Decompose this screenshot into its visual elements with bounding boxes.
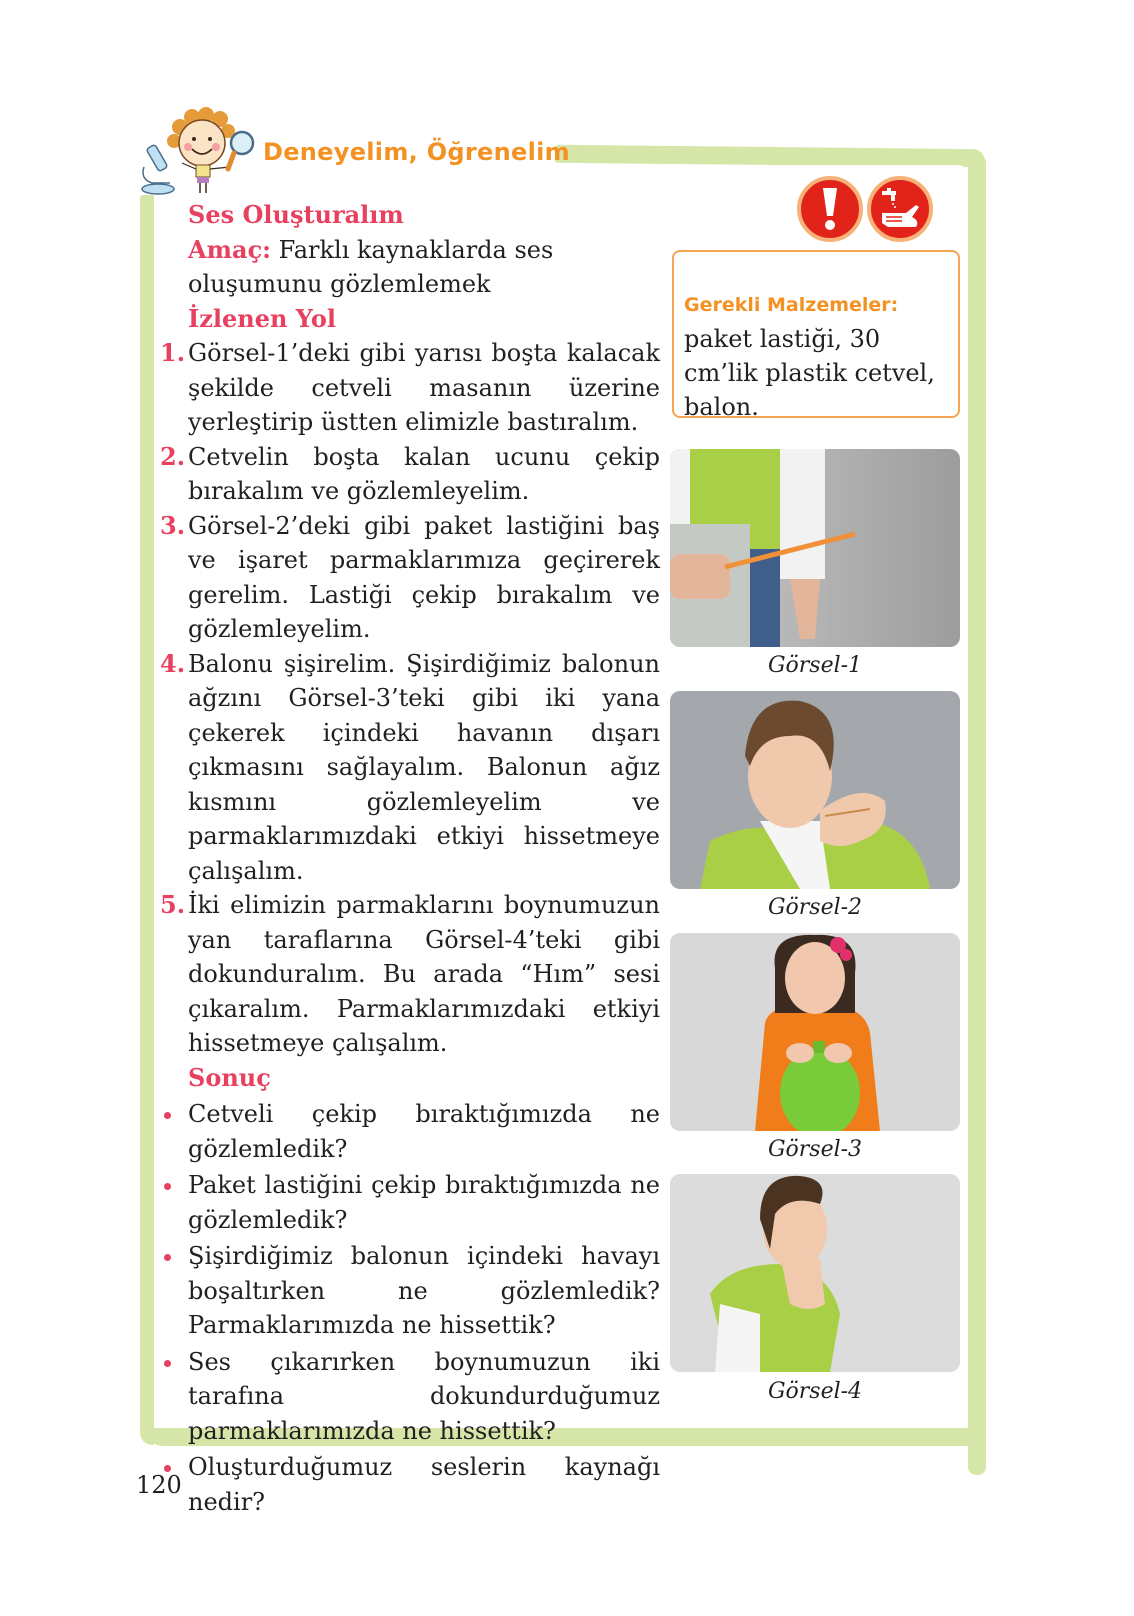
activity-title: Ses Oluşturalım bbox=[188, 200, 404, 229]
activity-content bbox=[160, 198, 660, 1519]
aim-label: Amaç: bbox=[188, 234, 272, 264]
step-number: 2. bbox=[160, 441, 186, 471]
aim-text: Farklı kaynaklarda ses oluşumunu gözlemlemek bbox=[188, 235, 554, 298]
section-title: Deneyelim, Öğrenelim bbox=[263, 138, 570, 166]
figure-2-photo bbox=[670, 691, 960, 889]
procedure-title: İzlenen Yol bbox=[188, 303, 336, 333]
procedure-step bbox=[160, 647, 660, 889]
question-text: Oluşturduğumuz seslerin kaynağı nedir? bbox=[188, 1453, 660, 1516]
step-text: Balonu şişirelim. Şişirdiğimiz balonun ağzını Görsel-3’teki gibi iki yana çekerek içindeki havanın dışarı çıkmasını sağlayalım. Balonun ağız kısmını gözlemleyelim ve parmaklarımızdaki etkiyi hissetmeye çalışalım. bbox=[188, 649, 660, 885]
question-text: Ses çıkarırken boynumuzun iki tarafına dokundurduğumuz parmaklarımızda ne hissettik? bbox=[188, 1347, 660, 1445]
question-item bbox=[160, 1097, 660, 1166]
step-number: 4. bbox=[160, 648, 186, 678]
result-title: Sonuç bbox=[188, 1062, 271, 1092]
step-number: 1. bbox=[160, 338, 186, 367]
bullet-icon bbox=[164, 1112, 171, 1119]
materials-text: paket lastiği, 30 cm’lik plastik cetvel, balon. bbox=[684, 325, 935, 421]
frame-right-border bbox=[968, 155, 986, 1475]
question-text: Paket lastiğini çekip bıraktığımızda ne gözlemledik? bbox=[188, 1171, 660, 1234]
frame-left-border bbox=[140, 195, 154, 1445]
aim-paragraph bbox=[160, 233, 660, 302]
bullet-icon bbox=[164, 1254, 171, 1261]
question-text: Cetveli çekip bıraktığımızda ne gözlemledik? bbox=[188, 1100, 660, 1163]
caution-icon bbox=[797, 176, 863, 242]
question-item bbox=[160, 1345, 660, 1449]
step-number: 3. bbox=[160, 510, 186, 540]
bullet-icon bbox=[164, 1360, 171, 1367]
safety-icons bbox=[797, 176, 933, 242]
figure-4-caption: Görsel-4 bbox=[767, 1379, 863, 1404]
step-text: Cetvelin boşta kalan ucunu çekip bırakalım ve gözlemleyelim. bbox=[188, 442, 660, 505]
figure-1-caption: Görsel-1 bbox=[767, 653, 863, 678]
procedure-step bbox=[160, 440, 660, 509]
procedure-step bbox=[160, 336, 660, 440]
mascot-icon bbox=[130, 107, 265, 197]
step-text: Görsel-2’deki gibi paket lastiğini baş ve işaret parmaklarımıza geçirerek gerelim. Lastiği çekip bırakalım ve gözlemleyelim. bbox=[188, 511, 660, 643]
figure-3-caption: Görsel-3 bbox=[767, 1137, 863, 1162]
step-text: İki elimizin parmaklarını boynumuzun yan taraflarına Görsel-4’teki gibi dokunduralım. Bu arada “Hım” sesi çıkaralım. Parmaklarımızdaki etkiyi hissetmeye çalışalım. bbox=[188, 891, 660, 1057]
question-item bbox=[160, 1239, 660, 1343]
procedure-step bbox=[160, 888, 660, 1061]
wash-hands-icon bbox=[867, 176, 933, 242]
bullet-icon bbox=[164, 1183, 171, 1190]
question-item bbox=[160, 1168, 660, 1237]
figure-1-photo bbox=[670, 449, 960, 647]
question-text: Şişirdiğimiz balonun içindeki havayı boşaltırken ne gözlemledik? Parmaklarımızda ne hissettik? bbox=[188, 1242, 660, 1339]
step-number: 5. bbox=[160, 890, 186, 919]
page-number: 120 bbox=[136, 1471, 182, 1499]
figure-2-caption: Görsel-2 bbox=[767, 895, 863, 920]
materials-label: Gerekli Malzemeler: bbox=[684, 294, 899, 316]
section-header bbox=[125, 102, 575, 197]
figure-3-photo bbox=[670, 933, 960, 1131]
frame-top-border bbox=[555, 145, 985, 168]
step-text: Görsel-1’deki gibi yarısı boşta kalacak şekilde cetveli masanın üzerine yerleştirip üstten elimizle bastıralım. bbox=[188, 339, 660, 436]
question-item bbox=[160, 1450, 660, 1519]
figure-4-photo bbox=[670, 1174, 960, 1372]
materials-box bbox=[672, 250, 960, 421]
procedure-step bbox=[160, 509, 660, 647]
